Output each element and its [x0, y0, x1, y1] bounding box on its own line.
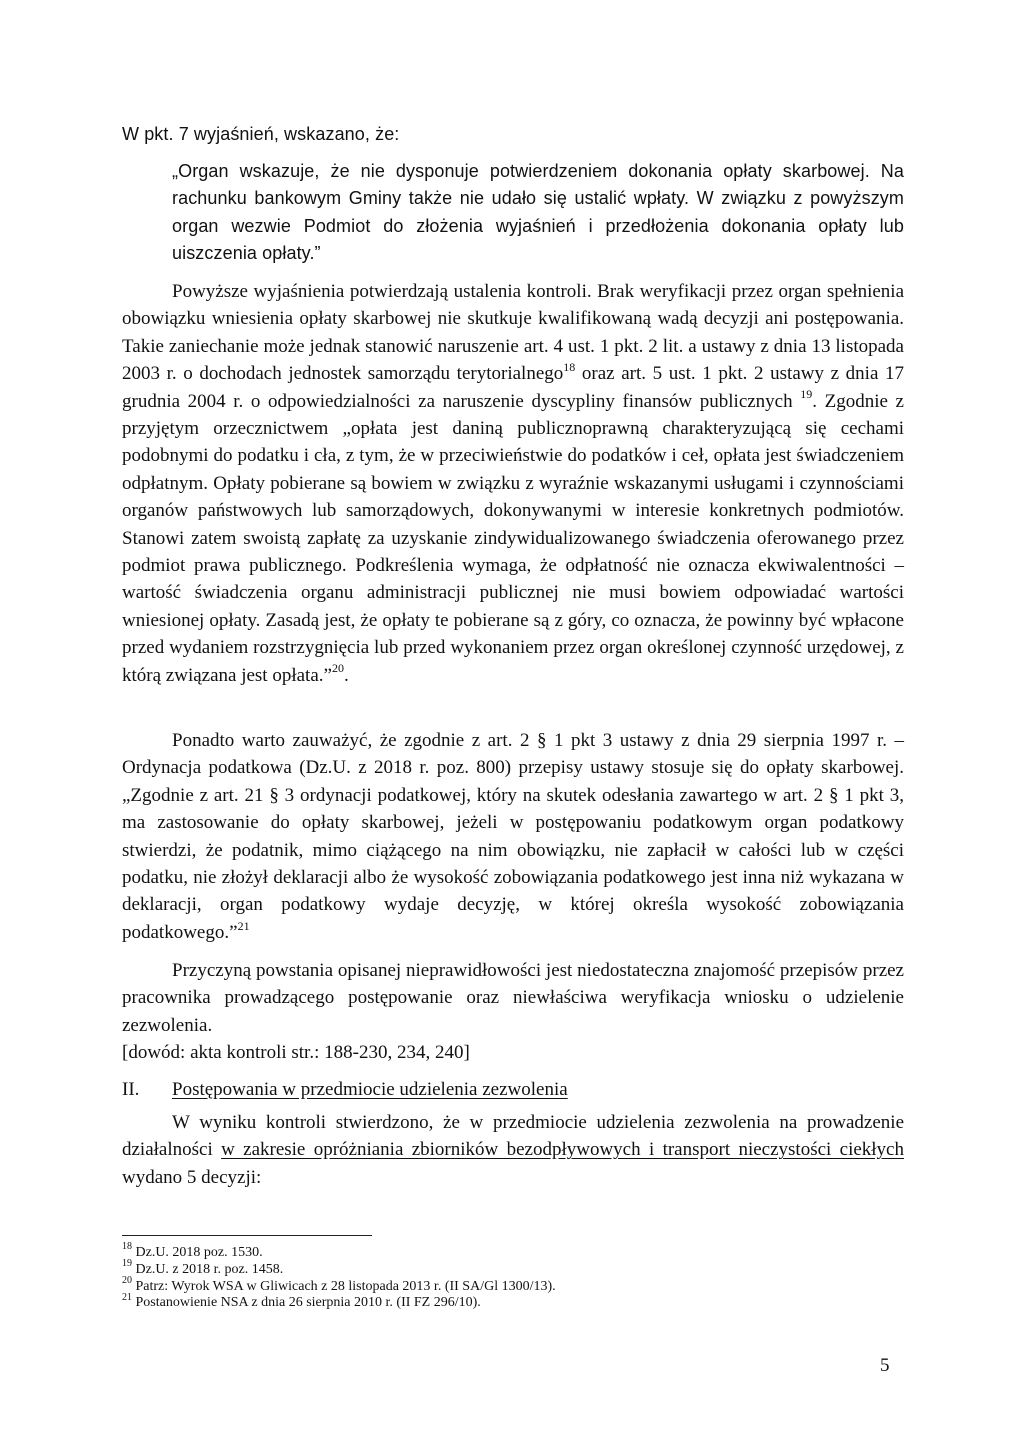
evidence-line: [dowód: akta kontroli str.: 188-230, 234, 240] [122, 1042, 470, 1063]
section-title: Postępowania w przedmiocie udzielenia zezwolenia [172, 1079, 568, 1100]
footnote-separator [122, 1235, 372, 1236]
footnote-ref-18: 18 [563, 359, 576, 374]
footnote-item: $^{21}$ Postanowienie NSA z dnia 26 sierpnia 2010 r. (II FZ 296/10). [122, 1291, 481, 1311]
paragraph-text: Powyższe wyjaśnienia potwierdzają ustalenia kontroli. Brak weryfikacji przez organ spełnienia obowiązku wniesienia opłaty skarbowej nie skutkuje kwalifikowaną wadą decyzji ani postępowania. Takie zaniechanie może jednak stanowić naruszenie art. 4 ust. 1 pkt. 2 lit. a ustawy z dnia 13 listopada 2003 r. o dochodach jednostek samorządu terytorialnego [122, 281, 904, 385]
footnote-item: $^{20}$ Patrz: Wyrok WSA w Gliwicach z 28 listopada 2013 r. (II SA/Gl 1300/13). [122, 1274, 556, 1294]
quoted-explanation: „Organ wskazuje, że nie dysponuje potwierdzeniem dokonania opłaty skarbowej. Na rachunku bankowym Gminy także nie udało się ustalić wpłaty. W związku z powyższym organ wezwie Podmiot do złożenia wyjaśnień i przedłożenia dokonania opłaty lub uiszczenia opłaty.” [172, 161, 904, 264]
underlined-scope: w zakresie opróżniania zbiorników bezodpływowych i transport nieczystości ciekłych [221, 1139, 904, 1161]
paragraph-cause: Przyczyną powstania opisanej nieprawidłowości jest niedostateczna znajomość przepisów przez pracownika prowadzącego postępowanie oraz niewłaściwa weryfikacja wniosku o udzielenie zezwolenia. [122, 960, 904, 1036]
paragraph-decisions [122, 1109, 904, 1191]
page-number: 5 [880, 1355, 890, 1376]
section-number: II. [122, 1079, 140, 1100]
paragraph-text: W wyniku kontroli stwierdzono, że w przedmiocie udzielenia zezwolenia na prowadzenie działalności [122, 1112, 904, 1161]
paragraph-tax-ordinance [122, 727, 904, 946]
paragraph-text: wydano 5 decyzji: [122, 1166, 262, 1188]
footnote-ref-21: 21 [237, 918, 250, 933]
footnote-ref-19: 19 [800, 387, 813, 402]
paragraph-fee-verification [122, 278, 904, 689]
paragraph-text: oraz art. 5 ust. 1 pkt. 2 ustawy z dnia 17 grudnia 2004 r. o odpowiedzialności za naruszenie dyscypliny finansów publicznych [122, 363, 905, 412]
footnote-item: $^{19}$ Dz.U. z 2018 r. poz. 1458. [122, 1258, 284, 1277]
paragraph-text: . Zgodnie z przyjętym orzecznictwem „opłata jest daniną publicznoprawną charakteryzującą się cechami podobnymi do podatku i cła, z tym, że w przeciwieństwie do podatków i ceł, opłata jest świadczeniem odpłatnym. Opłaty pobierane są bowiem w związku z wyraźnie wskazanymi usługami i czynnościami organów państwowych lub samorządowych, dokonywanymi w interesie konkretnych podmiotów. Stanowi zatem swoistą zapłatę za uzyskanie zindywidualizowanego świadczenia oferowanego przez podmiot prawa publicznego. Podkreślenia wymaga, że odpłatność nie oznacza ekwiwalentności – wartość świadczenia organu administracji publicznej nie musi bowiem odpowiadać wartości wniesionej opłaty. Zasadą jest, że opłaty te pobierane są z góry, co oznacza, że powinny być wpłacone przed wydaniem rozstrzygnięcia lub przed wykonaniem przez organ określonej czynność urzędowej, z którą związana jest opłata.” [122, 390, 904, 686]
footnote-ref-20: 20 [331, 661, 344, 676]
paragraph-text: Ponadto warto zauważyć, że zgodnie z art. 2 § 1 pkt 3 ustawy z dnia 29 sierpnia 1997 r. – Ordynacja podatkowa (Dz.U. z 2018 r. poz. 800) przepisy ustawy stosuje się do opłaty skarbowej. „Zgodnie z art. 21 § 3 ordynacji podatkowej, który na skutek odesłania zawartego w art. 2 § 1 pkt 3, ma zastosowanie do opłaty skarbowej, jeżeli w postępowaniu podatkowym organ podatkowy stwierdzi, że podatnik, mimo ciążącego na nim obowiązku, nie zapłacił w całości lub w części podatku, nie złożył deklaracji albo że wysokość zobowiązania podatkowego jest inna niż wykazana w deklaracji, organ podatkowy wydaje decyzję, w której określa wysokość zobowiązania podatkowego.” [122, 730, 904, 943]
intro-line: W pkt. 7 wyjaśnień, wskazano, że: [122, 124, 400, 144]
section-heading [122, 1076, 904, 1103]
footnote-item: $^{18}$ Dz.U. 2018 poz. 1530. [122, 1241, 263, 1260]
footnotes [122, 1241, 904, 1312]
paragraph-text: . [343, 664, 349, 686]
